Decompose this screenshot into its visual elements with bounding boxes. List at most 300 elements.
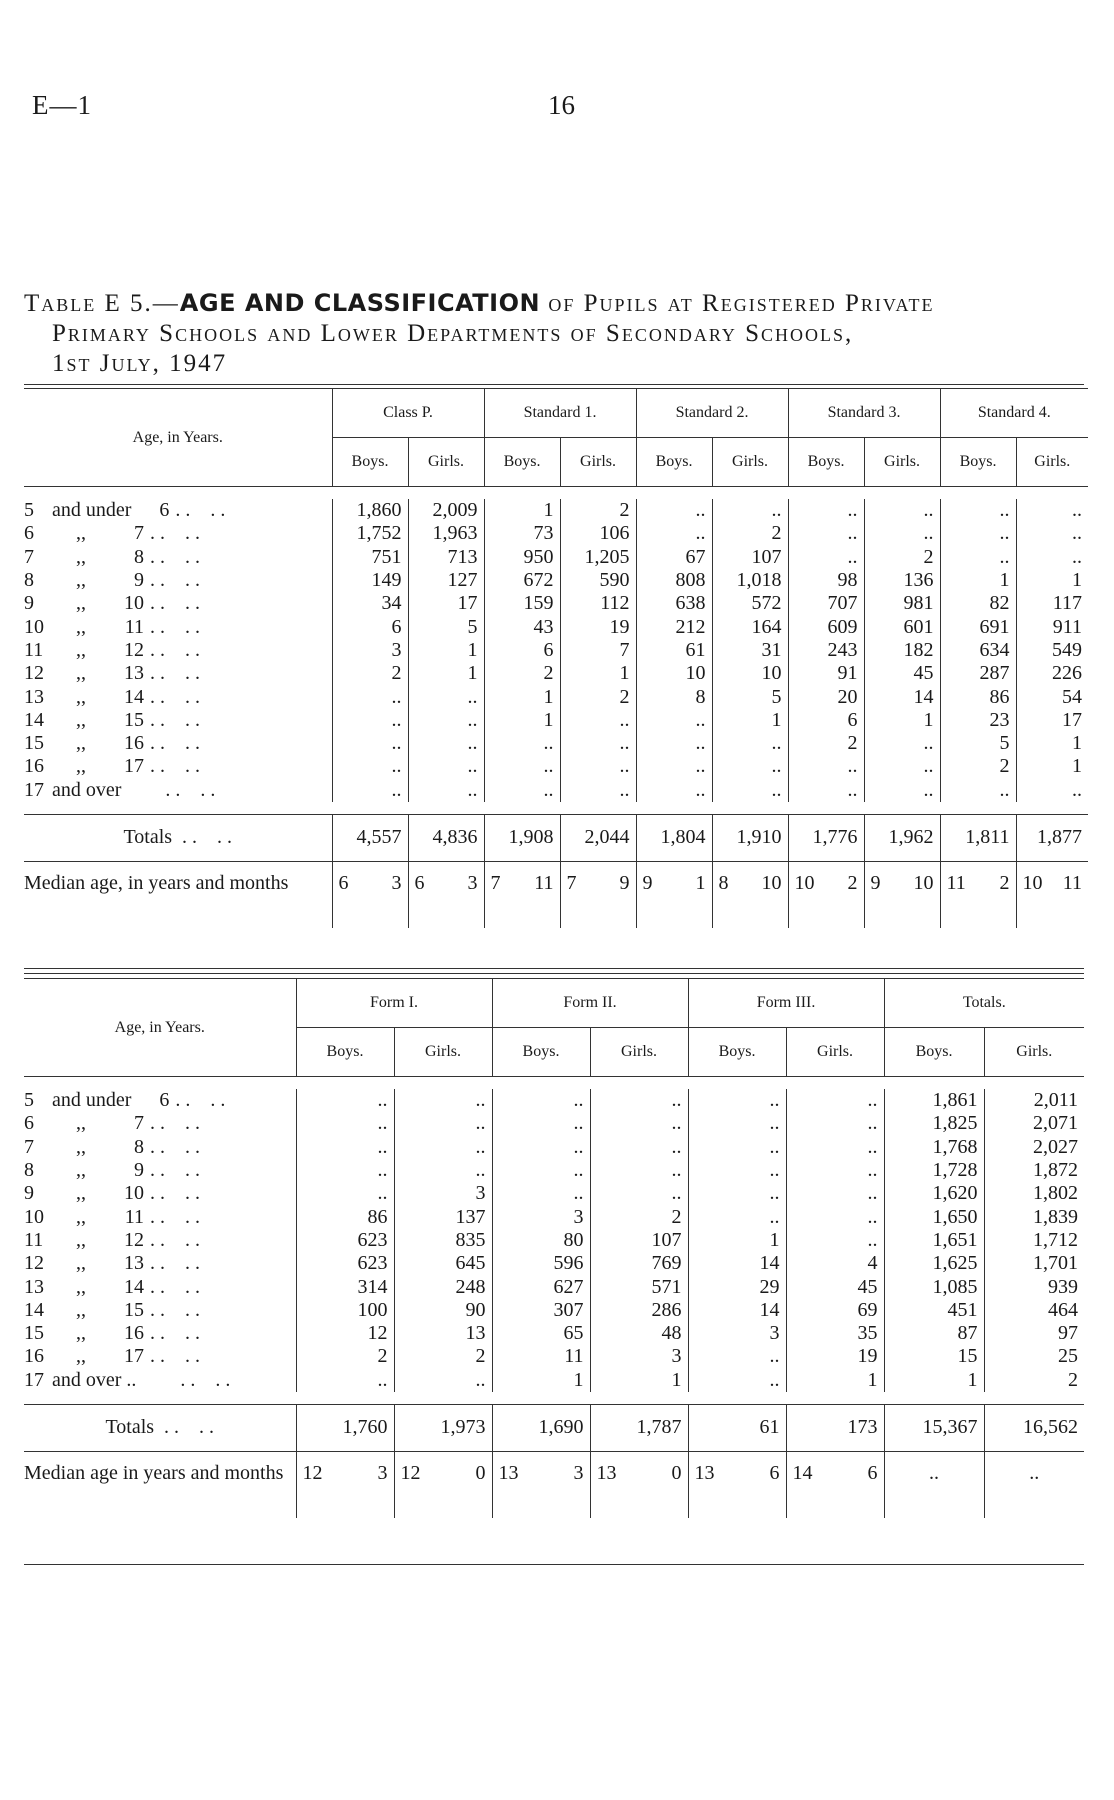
girls-cell: 182: [864, 639, 940, 662]
age-from: 10: [24, 615, 44, 638]
boys-cell: ..: [296, 1136, 394, 1159]
age-to: 9: [134, 569, 144, 592]
leader-dots: . . . .: [175, 499, 226, 522]
total-cell: 1,973: [394, 1404, 492, 1451]
boys-cell: ..: [296, 1369, 394, 1392]
age-label: [24, 1136, 296, 1159]
girls-cell: 571: [590, 1275, 688, 1298]
girls-cell: 835: [394, 1229, 492, 1252]
girls-cell: ..: [560, 709, 636, 732]
girls-cell: 164: [712, 615, 788, 638]
girls-cell: 2: [984, 1369, 1084, 1392]
girls-cell: 572: [712, 592, 788, 615]
boys-cell: ..: [296, 1159, 394, 1182]
median-cell: [394, 1451, 492, 1518]
median-cell: [884, 1451, 984, 1518]
boys-header: Boys.: [492, 1028, 590, 1077]
girls-header: Girls.: [408, 438, 484, 487]
boys-header: Boys.: [688, 1028, 786, 1077]
boys-cell: 634: [940, 639, 1016, 662]
boys-cell: ..: [688, 1205, 786, 1228]
boys-cell: ..: [940, 522, 1016, 545]
spacer-row: [24, 1392, 1084, 1405]
girls-cell: ..: [408, 685, 484, 708]
boys-cell: 14: [688, 1299, 786, 1322]
girls-cell: ..: [590, 1089, 688, 1112]
girls-cell: 31: [712, 639, 788, 662]
girls-cell: 17: [408, 592, 484, 615]
table-row: [24, 1345, 1084, 1368]
title-prefix: Table E 5.—: [24, 290, 180, 317]
boys-cell: 287: [940, 662, 1016, 685]
girls-cell: 2: [864, 546, 940, 569]
girls-cell: 1,205: [560, 546, 636, 569]
boys-cell: 638: [636, 592, 712, 615]
girls-cell: 136: [864, 569, 940, 592]
girls-cell: 2: [394, 1345, 492, 1368]
boys-cell: 1,752: [332, 522, 408, 545]
leader-dots: . . . .: [150, 755, 200, 778]
group-header: Totals.: [884, 979, 1084, 1028]
total-cell: 1,776: [788, 814, 864, 861]
boys-cell: 1,620: [884, 1182, 984, 1205]
girls-cell: 90: [394, 1299, 492, 1322]
age-mid: ,,: [76, 615, 86, 638]
median-years: 9: [642, 871, 653, 894]
boys-cell: 23: [940, 709, 1016, 732]
median-months: 11: [534, 871, 554, 894]
leader-dots: . . . .: [175, 1089, 226, 1112]
boys-cell: 1: [884, 1369, 984, 1392]
table-row: [24, 569, 1088, 592]
boys-cell: ..: [688, 1089, 786, 1112]
boys-cell: ..: [688, 1112, 786, 1135]
boys-cell: 86: [296, 1205, 394, 1228]
girls-cell: ..: [1016, 779, 1088, 802]
median-cell: [636, 861, 712, 928]
age-label: [24, 1299, 296, 1322]
page-reference: E—1: [32, 90, 92, 120]
girls-cell: 1,701: [984, 1252, 1084, 1275]
table-row: [24, 779, 1088, 802]
age-label: [24, 1205, 296, 1228]
leader-dots: . . . .: [180, 1368, 231, 1391]
age-mid: ,,: [76, 1345, 86, 1368]
median-cell: [560, 861, 636, 928]
median-cell: [590, 1451, 688, 1518]
girls-header: Girls.: [864, 438, 940, 487]
boys-cell: ..: [492, 1112, 590, 1135]
girls-cell: 713: [408, 546, 484, 569]
boys-cell: ..: [636, 709, 712, 732]
girls-cell: 45: [864, 662, 940, 685]
leader-dots: . . . .: [150, 1252, 200, 1275]
age-to: 11: [124, 1205, 144, 1228]
group-header: Standard 4.: [940, 389, 1088, 438]
leader-dots: . . . .: [150, 545, 200, 568]
age-mid: ,,: [76, 1112, 86, 1135]
median-years: 8: [718, 871, 729, 894]
age-mid: ,,: [76, 755, 86, 778]
age-from: 12: [24, 662, 44, 685]
boys-cell: 149: [332, 569, 408, 592]
boys-cell: ..: [492, 1159, 590, 1182]
boys-cell: 627: [492, 1275, 590, 1298]
boys-cell: 34: [332, 592, 408, 615]
leader-dots: . . . .: [150, 1345, 200, 1368]
spacer-row: [24, 1077, 1084, 1090]
girls-cell: 1: [864, 709, 940, 732]
total-cell: 15,367: [884, 1404, 984, 1451]
boys-cell: 314: [296, 1275, 394, 1298]
total-cell: 1,962: [864, 814, 940, 861]
median-cell: [712, 861, 788, 928]
girls-cell: 69: [786, 1299, 884, 1322]
girls-cell: 226: [1016, 662, 1088, 685]
girls-cell: 4: [786, 1252, 884, 1275]
age-column-header: Age, in Years.: [24, 389, 332, 487]
boys-header: Boys.: [484, 438, 560, 487]
totals-label-text: Totals: [123, 826, 173, 849]
age-to: 12: [124, 1228, 144, 1251]
age-mid: ,,: [76, 1135, 86, 1158]
boys-cell: 15: [884, 1345, 984, 1368]
median-years: 14: [792, 1461, 813, 1484]
age-to: 14: [124, 685, 144, 708]
table-row: [24, 499, 1088, 522]
totals-label: [24, 1404, 296, 1451]
girls-cell: 107: [590, 1229, 688, 1252]
leader-dots: . . . .: [150, 592, 200, 615]
age-to: 6: [159, 1089, 170, 1112]
boys-cell: 950: [484, 546, 560, 569]
boys-cell: 1,728: [884, 1159, 984, 1182]
girls-cell: 590: [560, 569, 636, 592]
age-from: 9: [24, 592, 34, 615]
table-forms: [24, 978, 1084, 1518]
age-to: 8: [134, 545, 144, 568]
table-row: [24, 1182, 1084, 1205]
total-cell: 1,787: [590, 1404, 688, 1451]
age-from: 5: [24, 1089, 34, 1112]
girls-cell: 981: [864, 592, 940, 615]
age-from: 13: [24, 1275, 44, 1298]
boys-cell: ..: [636, 522, 712, 545]
leader-dots: . . . .: [150, 708, 200, 731]
girls-cell: ..: [786, 1112, 884, 1135]
boys-cell: ..: [484, 755, 560, 778]
table-row: [24, 755, 1088, 778]
girls-cell: ..: [786, 1182, 884, 1205]
boys-cell: 2: [296, 1345, 394, 1368]
table-row: [24, 662, 1088, 685]
boys-cell: 751: [332, 546, 408, 569]
table-row: [24, 1275, 1084, 1298]
girls-cell: 2: [712, 522, 788, 545]
girls-header: Girls.: [1016, 438, 1088, 487]
boys-cell: 808: [636, 569, 712, 592]
boys-cell: 82: [940, 592, 1016, 615]
girls-cell: 17: [1016, 709, 1088, 732]
girls-cell: 97: [984, 1322, 1084, 1345]
age-label: [24, 1252, 296, 1275]
median-months: 10: [913, 871, 934, 894]
girls-cell: 1,872: [984, 1159, 1084, 1182]
age-to: 13: [124, 662, 144, 685]
age-from: 13: [24, 685, 44, 708]
age-to: 15: [124, 1298, 144, 1321]
girls-cell: ..: [394, 1136, 492, 1159]
age-to: 15: [124, 708, 144, 731]
age-to: 7: [134, 522, 144, 545]
age-mid: ,,: [76, 1182, 86, 1205]
boys-cell: ..: [332, 732, 408, 755]
boys-cell: 1,085: [884, 1275, 984, 1298]
table1-top-rule: [24, 384, 1084, 385]
girls-cell: 769: [590, 1252, 688, 1275]
boys-cell: 2: [940, 755, 1016, 778]
leader-dots: . . . .: [150, 638, 200, 661]
girls-cell: ..: [786, 1136, 884, 1159]
boys-cell: 65: [492, 1322, 590, 1345]
table-row: [24, 1205, 1084, 1228]
boys-cell: 14: [688, 1252, 786, 1275]
median-years: 12: [400, 1461, 421, 1484]
title-line-3: 1st July, 1947: [52, 350, 228, 377]
median-years: 13: [694, 1461, 715, 1484]
median-cell: [408, 861, 484, 928]
boys-cell: ..: [636, 779, 712, 802]
age-mid: ,,: [76, 732, 86, 755]
age-label: [24, 569, 332, 592]
table-row: [24, 592, 1088, 615]
boys-cell: 691: [940, 615, 1016, 638]
boys-cell: ..: [940, 499, 1016, 522]
spacer-row: [24, 802, 1088, 815]
girls-cell: ..: [1016, 546, 1088, 569]
table-row: [24, 1136, 1084, 1159]
girls-cell: 1: [408, 639, 484, 662]
median-months: 2: [847, 871, 858, 894]
table-row: [24, 1369, 1084, 1392]
age-mid: ,,: [76, 708, 86, 731]
boys-cell: 1,650: [884, 1205, 984, 1228]
boys-cell: 73: [484, 522, 560, 545]
table-row: [24, 1229, 1084, 1252]
leader-dots: . . . .: [150, 685, 200, 708]
median-label: Median age, in years and months: [24, 871, 289, 894]
table-row: [24, 732, 1088, 755]
girls-cell: 19: [786, 1345, 884, 1368]
boys-cell: ..: [636, 732, 712, 755]
age-to: 10: [124, 592, 144, 615]
boys-cell: ..: [636, 755, 712, 778]
girls-header: Girls.: [560, 438, 636, 487]
total-cell: 4,557: [332, 814, 408, 861]
boys-cell: ..: [492, 1182, 590, 1205]
age-mid: ,,: [76, 1322, 86, 1345]
age-to: 12: [124, 638, 144, 661]
median-years: 6: [414, 871, 425, 894]
age-label: [24, 755, 332, 778]
girls-cell: 19: [560, 615, 636, 638]
girls-cell: 645: [394, 1252, 492, 1275]
girls-cell: 1: [408, 662, 484, 685]
table2-bottom-rule: [24, 1564, 1084, 1565]
girls-cell: 1,018: [712, 569, 788, 592]
age-mid: ,,: [76, 1252, 86, 1275]
median-cell: [788, 861, 864, 928]
girls-header: Girls.: [786, 1028, 884, 1077]
boys-cell: 212: [636, 615, 712, 638]
boys-header: Boys.: [636, 438, 712, 487]
boys-cell: 61: [636, 639, 712, 662]
boys-cell: 86: [940, 685, 1016, 708]
girls-cell: ..: [786, 1205, 884, 1228]
age-from: 10: [24, 1205, 44, 1228]
leader-dots: . . . .: [150, 1205, 200, 1228]
girls-cell: 13: [394, 1322, 492, 1345]
boys-cell: 609: [788, 615, 864, 638]
table-row: [24, 1112, 1084, 1135]
girls-cell: 248: [394, 1275, 492, 1298]
age-label: [24, 639, 332, 662]
header-group-row: [24, 979, 1084, 1028]
table-row: [24, 685, 1088, 708]
girls-cell: 1,802: [984, 1182, 1084, 1205]
age-mid: ,,: [76, 638, 86, 661]
median-cell: [984, 1451, 1084, 1518]
total-cell: 1,690: [492, 1404, 590, 1451]
girls-cell: 1,963: [408, 522, 484, 545]
total-cell: 61: [688, 1404, 786, 1451]
boys-cell: 307: [492, 1299, 590, 1322]
group-header: Class P.: [332, 389, 484, 438]
girls-cell: 2,027: [984, 1136, 1084, 1159]
age-from: 12: [24, 1252, 44, 1275]
boys-cell: ..: [688, 1159, 786, 1182]
median-cell: [688, 1451, 786, 1518]
age-from: 5: [24, 499, 34, 522]
girls-cell: 2,009: [408, 499, 484, 522]
girls-cell: ..: [864, 732, 940, 755]
median-years: ..: [1029, 1461, 1040, 1484]
boys-cell: ..: [332, 779, 408, 802]
age-mid: and over ..: [52, 1368, 137, 1391]
girls-cell: 112: [560, 592, 636, 615]
boys-cell: 1: [940, 569, 1016, 592]
table-row: [24, 1159, 1084, 1182]
age-label: [24, 1322, 296, 1345]
girls-cell: ..: [786, 1089, 884, 1112]
total-cell: 4,836: [408, 814, 484, 861]
median-months: 1: [695, 871, 706, 894]
age-mid: ,,: [76, 1298, 86, 1321]
median-cell: [940, 861, 1016, 928]
table-standards: [24, 388, 1088, 928]
girls-cell: ..: [864, 779, 940, 802]
girls-cell: 464: [984, 1299, 1084, 1322]
group-header: Form III.: [688, 979, 884, 1028]
boys-cell: ..: [788, 522, 864, 545]
girls-cell: 1: [1016, 732, 1088, 755]
age-mid: and over: [52, 778, 122, 801]
boys-cell: 159: [484, 592, 560, 615]
median-months: 3: [467, 871, 478, 894]
median-cell: [786, 1451, 884, 1518]
girls-cell: ..: [590, 1182, 688, 1205]
age-to: 11: [124, 615, 144, 638]
median-months: 11: [1062, 871, 1083, 894]
boys-header: Boys.: [788, 438, 864, 487]
boys-cell: 672: [484, 569, 560, 592]
boys-cell: ..: [296, 1112, 394, 1135]
girls-cell: 3: [394, 1182, 492, 1205]
boys-cell: 1,860: [332, 499, 408, 522]
girls-cell: 35: [786, 1322, 884, 1345]
girls-cell: ..: [786, 1159, 884, 1182]
girls-cell: ..: [394, 1089, 492, 1112]
median-cell: [332, 861, 408, 928]
section-divider: [24, 968, 1084, 974]
boys-cell: ..: [492, 1089, 590, 1112]
age-label: [24, 1345, 296, 1368]
age-mid: ,,: [76, 1205, 86, 1228]
total-cell: 173: [786, 1404, 884, 1451]
total-cell: 1,760: [296, 1404, 394, 1451]
age-to: 16: [124, 1322, 144, 1345]
boys-cell: 1,825: [884, 1112, 984, 1135]
age-mid: ,,: [76, 1228, 86, 1251]
boys-cell: ..: [332, 709, 408, 732]
boys-cell: 596: [492, 1252, 590, 1275]
girls-cell: 2,011: [984, 1089, 1084, 1112]
girls-cell: 1: [786, 1369, 884, 1392]
boys-header: Boys.: [332, 438, 408, 487]
boys-cell: ..: [332, 685, 408, 708]
girls-cell: 601: [864, 615, 940, 638]
median-cell: [484, 861, 560, 928]
girls-cell: ..: [864, 755, 940, 778]
girls-cell: 10: [712, 662, 788, 685]
girls-cell: ..: [590, 1136, 688, 1159]
boys-cell: ..: [788, 546, 864, 569]
table-row: [24, 639, 1088, 662]
age-label: [24, 1275, 296, 1298]
boys-cell: 1,861: [884, 1089, 984, 1112]
age-label: [24, 685, 332, 708]
median-months: 0: [475, 1461, 486, 1484]
girls-cell: 45: [786, 1275, 884, 1298]
group-header: Standard 2.: [636, 389, 788, 438]
leader-dots: . . . .: [150, 1112, 200, 1135]
age-to: 16: [124, 732, 144, 755]
table-title: [24, 288, 1094, 379]
girls-cell: 1: [1016, 755, 1088, 778]
girls-cell: 3: [590, 1345, 688, 1368]
boys-cell: 3: [492, 1205, 590, 1228]
table-row: [24, 546, 1088, 569]
boys-cell: 80: [492, 1229, 590, 1252]
median-years: 6: [338, 871, 349, 894]
totals-label-text: Totals: [105, 1416, 155, 1439]
boys-cell: 6: [332, 615, 408, 638]
median-years: 7: [490, 871, 501, 894]
girls-cell: ..: [864, 522, 940, 545]
girls-header: Girls.: [984, 1028, 1084, 1077]
girls-cell: ..: [408, 779, 484, 802]
age-label: [24, 732, 332, 755]
